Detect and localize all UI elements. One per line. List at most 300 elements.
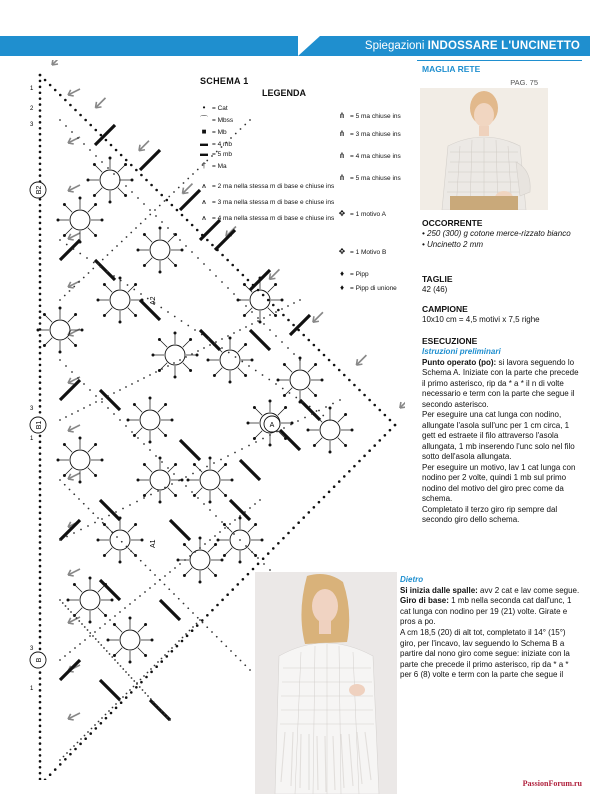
chart-edge-dot <box>39 618 42 621</box>
lattice-dot <box>113 413 115 415</box>
lattice-dot <box>91 728 93 730</box>
motif-dot <box>159 457 162 460</box>
motif-dot <box>244 374 247 377</box>
chart-edge-dot <box>302 334 305 337</box>
motif-stitch <box>268 308 276 316</box>
motif-dot <box>159 271 162 274</box>
motif-stitch <box>338 414 346 422</box>
motif-dot <box>143 264 146 267</box>
chart-edge-dot <box>39 559 42 562</box>
legend-item <box>334 248 386 257</box>
model-photo-bottom-illustration <box>255 572 397 794</box>
lattice-dot <box>65 605 67 607</box>
motif-dot <box>223 523 226 526</box>
lattice-dot <box>215 275 217 277</box>
legend-symbol-icon: ⋔ <box>338 151 346 160</box>
motif-dot <box>97 299 100 302</box>
motif-stitch <box>68 314 76 322</box>
chart-edge-dot <box>39 778 42 780</box>
motif-dot <box>127 419 130 422</box>
chart-edge-dot <box>39 133 42 136</box>
chart-edge-dot <box>39 470 42 473</box>
legend-item <box>196 214 334 223</box>
lattice-dot <box>98 641 100 643</box>
motif-dot <box>144 654 147 657</box>
legend-symbol-icon: ■ <box>201 127 207 136</box>
chart-edge-dot <box>89 732 92 735</box>
lattice-dot <box>74 647 76 649</box>
motif-stitch <box>168 234 176 242</box>
motif-stitch <box>238 344 246 352</box>
legend-item <box>196 128 227 137</box>
chart-edge-dot <box>84 737 87 740</box>
chart-edge-dot <box>236 269 239 272</box>
legend-text: = 4 mb <box>212 141 233 148</box>
model-photo-bottom <box>255 572 397 794</box>
chart-edge-dot <box>231 588 234 591</box>
chart-edge-dot <box>333 485 336 488</box>
lattice-dot <box>107 407 109 409</box>
lattice-dot <box>77 137 79 139</box>
lattice-dot <box>257 317 259 319</box>
lattice-dot <box>88 272 90 274</box>
lattice-dot <box>209 539 211 541</box>
chart-edge-dot <box>262 294 265 297</box>
legend-symbol-icon: ♦ <box>339 283 345 292</box>
chart-edge-dot <box>64 99 67 102</box>
legend-item <box>196 116 233 125</box>
lattice-dot <box>290 424 292 426</box>
esecuzione-p2: Per eseguire una cat lunga con nodino, allungate l'asola sull'unc per 1 cm circa, 1 gett ed estraete il filo attraverso l'asola allungata, 1 mb inserendo l'unc solo nel filo sotto dell'asola allungata. <box>422 410 575 461</box>
motif-dot <box>137 249 140 252</box>
chart-edge-dot <box>343 475 346 478</box>
chart-edge-dot <box>39 648 42 651</box>
chart-edge-dot <box>140 174 143 177</box>
lattice-dot <box>257 320 259 322</box>
motif-dot <box>283 363 286 366</box>
motif-stitch <box>183 339 191 347</box>
lattice-dot <box>111 250 113 252</box>
lattice-dot <box>126 236 128 238</box>
lattice-dot <box>239 515 241 517</box>
motif-stitch <box>44 338 52 346</box>
chart-edge-dot <box>110 144 113 147</box>
chart-edge-dot <box>39 452 42 455</box>
chart-edge-dot <box>39 748 42 751</box>
chart-edge-dot <box>338 480 341 483</box>
chart-edge-dot <box>39 683 42 686</box>
lattice-dot <box>116 245 118 247</box>
chart-edge-dot <box>358 389 361 392</box>
chart-edge-dot <box>145 179 148 182</box>
motif-stitch <box>88 228 96 236</box>
chart-edge-dot <box>110 712 113 715</box>
lattice-dot <box>191 491 193 493</box>
chart-edge-dot <box>39 547 42 550</box>
lattice-dot <box>139 686 141 688</box>
legend-item <box>196 104 228 113</box>
motif-dot <box>199 581 202 584</box>
chart-edge-dot <box>120 154 123 157</box>
chart-edge-dot <box>39 476 42 479</box>
motif-dot <box>93 194 96 197</box>
chart-edge-dot <box>176 209 179 212</box>
lattice-dot <box>89 389 91 391</box>
lattice-dot <box>241 448 243 450</box>
lattice-dot <box>202 622 204 624</box>
motif-stitch <box>104 524 112 532</box>
lattice-dot <box>166 716 168 718</box>
motif-stitch <box>159 339 167 347</box>
chart-edge-dot <box>39 86 42 89</box>
motif-dot <box>174 332 177 335</box>
chart-edge-dot <box>39 588 42 591</box>
chart-edge-dot <box>236 583 239 586</box>
lattice-dot <box>227 287 229 289</box>
legend-text: = 5 ma chiuse ins <box>350 113 401 120</box>
chart-edge-dot <box>39 257 42 260</box>
lattice-dot <box>173 191 175 193</box>
motif-dot <box>171 419 174 422</box>
lattice-dot <box>179 239 181 241</box>
lattice-dot <box>134 599 136 601</box>
lattice-dot <box>87 731 89 733</box>
lattice-dot <box>203 503 205 505</box>
chart-edge-dot <box>282 537 285 540</box>
lattice-dot <box>66 244 68 246</box>
chart-edge-dot <box>39 151 42 154</box>
lattice-dot <box>215 341 217 343</box>
motif-dot <box>277 379 280 382</box>
lattice-dot <box>244 124 246 126</box>
lattice-dot <box>107 167 109 169</box>
lattice-dot <box>100 644 102 646</box>
motif-stitch <box>238 368 246 376</box>
motif-stitch <box>248 524 256 532</box>
chart-edge-dot <box>39 121 42 124</box>
chart-edge-dot <box>328 491 331 494</box>
legend-item <box>196 182 334 191</box>
lattice-dot <box>168 651 170 653</box>
lattice-dot <box>164 200 166 202</box>
chart-edge-dot <box>39 304 42 307</box>
lattice-dot <box>316 410 318 412</box>
chart-edge-dot <box>94 727 97 730</box>
lattice-dot <box>192 626 194 628</box>
lattice-dot <box>255 370 257 372</box>
lattice-dot <box>95 401 97 403</box>
chart-edge-dot <box>39 488 42 491</box>
lattice-dot <box>251 551 253 553</box>
lattice-bar <box>60 660 80 680</box>
chart-edge-dot <box>100 134 103 137</box>
lattice-dot <box>140 560 142 562</box>
lattice-dot <box>143 203 145 205</box>
lattice-dot <box>129 603 131 605</box>
lattice-dot <box>97 263 99 265</box>
legend-symbol-icon: ⩚ <box>201 213 207 222</box>
lattice-dot <box>107 395 109 397</box>
chart-edge-dot <box>54 89 57 92</box>
lattice-dot <box>73 248 75 250</box>
lattice-dot <box>164 654 166 656</box>
chart-edge-dot <box>358 460 361 463</box>
chart-edge-dot <box>211 244 214 247</box>
chart-edge-dot <box>160 660 163 663</box>
lattice-dot <box>92 268 94 270</box>
motif-dot <box>103 523 106 526</box>
lattice-dot <box>131 677 133 679</box>
chart-edge-dot <box>39 719 42 722</box>
lattice-dot <box>133 686 135 688</box>
lattice-dot <box>59 539 61 541</box>
page-header <box>0 0 590 56</box>
lattice-bar <box>95 260 115 280</box>
motif-dot <box>74 344 77 347</box>
chart-edge-dot <box>39 239 42 242</box>
lattice-dot <box>239 329 241 331</box>
chart-edge-dot <box>272 304 275 307</box>
motif-dot <box>247 422 250 425</box>
chart-edge-dot <box>94 129 97 132</box>
motif-dot <box>73 583 76 586</box>
motif-dot <box>209 501 212 504</box>
chart-edge-dot <box>247 279 250 282</box>
lattice-dot <box>181 320 183 322</box>
legend-symbol-icon: ▬ <box>200 149 208 158</box>
chart-edge-dot <box>39 80 42 83</box>
lattice-dot <box>269 314 271 316</box>
lattice-dot <box>108 515 110 517</box>
chart-edge-dot <box>39 606 42 609</box>
motif-stitch <box>284 364 292 372</box>
chart-edge-dot <box>39 364 42 367</box>
lattice-dot <box>269 434 271 436</box>
lattice-dot <box>299 359 301 361</box>
lattice-dot <box>126 546 128 548</box>
lattice-dot <box>208 338 210 340</box>
motif-dot <box>274 283 277 286</box>
lattice-dot <box>192 612 194 614</box>
lattice-dot <box>158 707 160 709</box>
lattice-dot <box>94 724 96 726</box>
lattice-dot <box>143 377 145 379</box>
chart-edge-dot <box>39 464 42 467</box>
lattice-dot <box>275 383 277 385</box>
lattice-dot <box>325 406 327 408</box>
lattice-dot <box>144 692 146 694</box>
lattice-dot <box>122 668 124 670</box>
lattice-dot <box>157 661 159 663</box>
chart-edge-dot <box>39 577 42 580</box>
motif-stitch <box>114 648 122 656</box>
lattice-dot <box>203 263 205 265</box>
chart-edge-dot <box>145 676 148 679</box>
lattice-dot <box>164 584 166 586</box>
motif-dot <box>137 479 140 482</box>
lattice-dot <box>77 742 79 744</box>
motif-dot <box>143 233 146 236</box>
chart-edge-dot <box>39 535 42 538</box>
motif-dot <box>351 429 354 432</box>
legend-text: = 3 ma chiuse ins <box>350 131 401 138</box>
lattice-dot <box>174 316 176 318</box>
chart-edge-dot <box>181 214 184 217</box>
chart-edge-dot <box>39 157 42 160</box>
lattice-dot <box>149 209 151 211</box>
lattice-dot <box>183 182 185 184</box>
lattice-dot <box>169 719 171 721</box>
lattice-bar <box>140 150 160 170</box>
chart-edge-dot <box>39 405 42 408</box>
motif-dot <box>253 437 256 440</box>
motif-stitch <box>64 204 72 212</box>
motif-dot <box>89 621 92 624</box>
lattice-dot <box>197 257 199 259</box>
motif-dot <box>183 574 186 577</box>
lattice-dot <box>105 714 107 716</box>
chart-edge-dot <box>39 346 42 349</box>
motif-dot <box>193 494 196 497</box>
lattice-bar <box>215 230 235 250</box>
lattice-dot <box>81 623 83 625</box>
motif-dot <box>329 451 332 454</box>
legend-text: = 5 ma chiuse ins <box>350 175 401 182</box>
lattice-dot <box>239 539 241 541</box>
legend-text: = Mb <box>212 129 227 136</box>
esecuzione-body <box>422 347 582 526</box>
chart-edge-dot <box>39 707 42 710</box>
chart-edge-dot <box>186 635 189 638</box>
lattice-dot <box>59 359 61 361</box>
motif-dot <box>129 661 132 664</box>
motif-stitch <box>98 608 106 616</box>
motif-dot <box>104 614 107 617</box>
legend-text: = Pipp di unione <box>350 285 397 292</box>
motif-dot <box>79 197 82 200</box>
chart-edge-dot <box>39 482 42 485</box>
lattice-dot <box>204 543 206 545</box>
lattice-dot <box>130 232 132 234</box>
lattice-dot <box>131 431 133 433</box>
lattice-dot <box>153 701 155 703</box>
lattice-dot <box>233 533 235 535</box>
motif-stitch <box>194 488 202 496</box>
motif-stitch <box>184 544 192 552</box>
chart-edge-dot <box>39 695 42 698</box>
motif-dot <box>111 599 114 602</box>
chart-edge-dot <box>242 578 245 581</box>
page-ref-prefix: PAG. <box>510 78 528 87</box>
legend-item <box>196 162 227 171</box>
lattice-dot <box>89 404 91 406</box>
motif-dot <box>224 463 227 466</box>
row-number-row1: 1 <box>30 686 34 692</box>
chart-edge-dot <box>39 109 42 112</box>
lattice-dot <box>173 362 175 364</box>
motif-dot <box>57 459 60 462</box>
dietro-p1-bold: Si inizia dalle spalle: <box>400 585 478 595</box>
motif-dot <box>321 379 324 382</box>
legend-text: = 5 mb <box>212 151 233 158</box>
motif-dot <box>144 623 147 626</box>
taglie-heading: TAGLIE <box>422 274 453 284</box>
lattice-dot <box>115 703 117 705</box>
motif-ring <box>200 470 220 490</box>
lattice-dot <box>173 233 175 235</box>
chart-edge-dot <box>333 364 336 367</box>
lattice-dot <box>299 299 301 301</box>
campione-value: 10x10 cm = 4,5 motivi x 7,5 righe <box>422 315 540 324</box>
motif-dot <box>103 283 106 286</box>
lattice-bar <box>170 520 190 540</box>
chart-edge-dot <box>69 753 72 756</box>
motif-stitch <box>214 368 222 376</box>
motif-dot <box>143 494 146 497</box>
lattice-dot <box>107 527 109 529</box>
po-heading: Punto operato (po): <box>422 357 497 367</box>
motif-dot <box>119 321 122 324</box>
lattice-dot <box>168 588 170 590</box>
chart-edge-dot <box>39 168 42 171</box>
lattice-dot <box>221 641 223 643</box>
motif-dot <box>307 429 310 432</box>
chart-edge-dot <box>262 557 265 560</box>
lattice-dot <box>137 437 139 439</box>
chart-edge-dot <box>39 216 42 219</box>
lattice-dot <box>100 266 102 268</box>
chart-edge-dot <box>39 565 42 568</box>
chart-edge-dot <box>39 393 42 396</box>
chart-edge-dot <box>39 446 42 449</box>
lattice-dot <box>130 550 132 552</box>
lattice-bar <box>160 600 180 620</box>
lattice-dot <box>167 227 169 229</box>
legend-text: = Ma <box>212 163 227 170</box>
chart-edge-dot <box>323 354 326 357</box>
lattice-dot <box>65 416 67 418</box>
motif-dot <box>251 359 254 362</box>
chart-edge-dot <box>125 159 128 162</box>
lattice-dot <box>126 693 128 695</box>
lattice-dot <box>235 133 237 135</box>
lattice-dot <box>71 413 73 415</box>
lattice-dot <box>125 425 127 427</box>
motif-dot <box>94 203 97 206</box>
lattice-dot <box>59 419 61 421</box>
lattice-dot <box>167 365 169 367</box>
lattice-dot <box>95 638 97 640</box>
motif-stitch <box>94 188 102 196</box>
chart-edge-dot <box>135 169 138 172</box>
chart-edge-dot <box>211 609 214 612</box>
motif-dot <box>174 264 177 267</box>
lattice-dot <box>70 749 72 751</box>
legend-symbol-icon: ✥ <box>338 247 346 256</box>
lattice-dot <box>139 595 141 597</box>
chart-edge-dot <box>39 275 42 278</box>
motif-stitch <box>159 363 167 371</box>
lattice-dot <box>227 455 229 457</box>
legend-symbol-icon: ✥ <box>338 209 346 218</box>
chart-edge-dot <box>343 374 346 377</box>
istruzioni-heading: Istruzioni preliminari <box>422 347 501 356</box>
motif-stitch <box>158 428 166 436</box>
chart-edge-dot <box>39 245 42 248</box>
dietro-section <box>400 575 582 681</box>
motif-stitch <box>208 544 216 552</box>
lattice-dot <box>147 672 149 674</box>
